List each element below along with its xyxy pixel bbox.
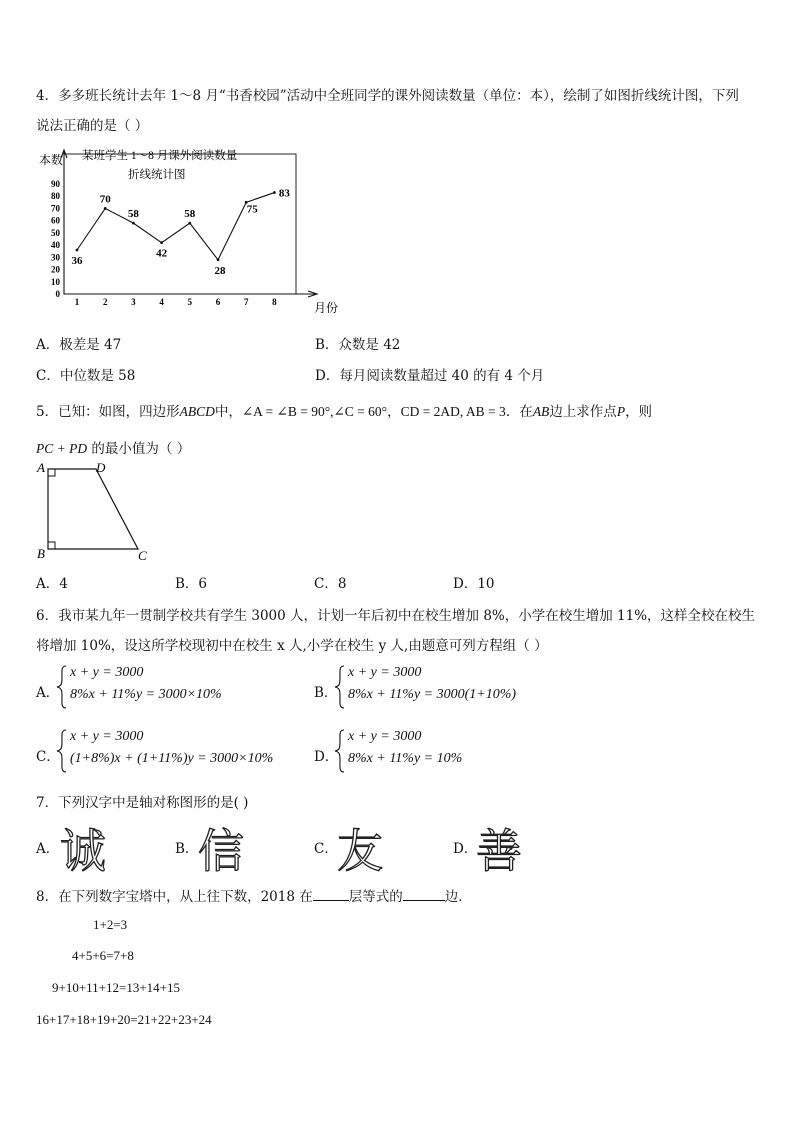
brace-icon (334, 665, 346, 709)
vertex-label-c: C (138, 548, 147, 563)
q6-option-a-label: A． (36, 685, 60, 701)
q5-stem-end: 的最小值为（ ） (91, 441, 191, 457)
q7-option-c-label: C． (314, 841, 338, 857)
q5-option-c: C．8 (314, 576, 347, 592)
q8-stem-a: 8．在下列数字宝塔中，从上往下数，2018 在 (36, 889, 313, 905)
q5-ab: AB (532, 404, 550, 419)
brace-icon (56, 729, 68, 773)
x-tick-label: 3 (131, 297, 136, 307)
data-label: 58 (127, 208, 139, 221)
q6-option-b-label: B． (314, 685, 338, 701)
q5-mid1: 中， (214, 404, 242, 420)
q5-stem-line2 (36, 437, 190, 457)
x-tick-label: 4 (159, 297, 164, 307)
right-angle-mark-a (48, 469, 55, 476)
q7-option-b-label: B． (175, 841, 199, 857)
q6-option-c-label: C． (36, 749, 60, 765)
q6-b-eq1: x + y = 3000 (348, 665, 422, 680)
q4-option-c: C．中位数是 58 (36, 368, 136, 384)
y-tick-label: 80 (51, 191, 60, 202)
q5-p: P (616, 404, 626, 419)
data-label: 58 (184, 208, 196, 221)
q5-option-b: B．6 (175, 576, 208, 592)
q5-abcd: ABCD (179, 404, 215, 419)
q7-option-a-label: A． (36, 841, 60, 857)
q5-mid2: ．在 (505, 404, 533, 420)
data-point (188, 222, 191, 225)
brace-icon (334, 729, 346, 773)
q4-stem-line2: 说法正确的是（ ） (36, 118, 149, 134)
q5-prefix: 5．已知：如图，四边形 (36, 404, 180, 420)
vertex-label-b: B (37, 546, 45, 561)
right-angle-mark-b (48, 542, 55, 549)
q6-c-eq2: (1+8%)x + (1+11%)y = 3000×10% (70, 751, 274, 766)
q5-option-d: D．10 (453, 576, 495, 592)
q6-d-eq2: 8%x + 11%y = 10% (348, 751, 463, 766)
x-tick-label: 7 (243, 297, 249, 307)
q8-blank-layer (313, 888, 349, 901)
q4-stem-line1: 4．多多班长统计去年 1～8 月“书香校园”活动中全班同学的课外阅读数量（单位：本），绘制了如图折线统计图，下列 (36, 88, 739, 104)
data-label: 36 (71, 255, 83, 267)
data-label: 42 (156, 247, 168, 260)
data-label: 75 (246, 203, 258, 216)
quadrilateral-figure (34, 460, 164, 566)
q5-condition: CD = 2AD, AB = 3 (400, 404, 506, 419)
vertex-label-d: D (96, 460, 106, 475)
q6-d-eq1: x + y = 3000 (348, 729, 422, 744)
chart-subtitle: 折线统计图 (128, 169, 186, 181)
y-tick-label: 70 (51, 203, 60, 214)
q8-stem-c: 边． (444, 889, 472, 905)
y-tick-label: 0 (55, 289, 60, 299)
y-tick-label: 90 (51, 179, 60, 189)
q5-angles: ∠A = ∠B = 90°,∠C = 60° (241, 404, 388, 419)
y-tick-label: 60 (51, 215, 60, 226)
x-tick-label: 8 (272, 297, 277, 307)
x-tick-label: 1 (74, 297, 80, 307)
q5-mid3: 边上求作点 (549, 404, 617, 420)
q8-stem (36, 885, 472, 905)
quadrilateral-abcd (48, 469, 138, 549)
data-label: 28 (214, 264, 226, 277)
q6-b-eq2: 8%x + 11%y = 3000(1+10%) (348, 687, 517, 702)
q4-option-d: D．每月阅读数量超过 40 的有 4 个月 (315, 368, 545, 384)
line-chart (30, 146, 339, 318)
q6-stem-line2: 将增加 10%，设这所学校现初中在校生 x 人,小学在校生 y 人,由题意可列方程组（ ） (36, 638, 548, 654)
x-tick-label: 6 (215, 297, 221, 307)
x-tick-label: 2 (102, 297, 108, 307)
y-tick-label: 40 (51, 240, 60, 251)
data-point (217, 258, 220, 261)
q8-stem-b: 层等式的 (348, 889, 403, 905)
data-point (273, 191, 276, 194)
brace-icon (56, 665, 68, 709)
q7-option-d-label: D． (453, 841, 478, 857)
q5-stem-line1 (36, 400, 652, 420)
q4-option-a: A．极差是 47 (36, 337, 122, 353)
q6-stem-line1: 6．我市某九年一贯制学校共有学生 3000 人，计划一年后初中在校生增加 8%，小学在校生增加 11%，这样全校在校生 (36, 608, 756, 624)
chart-title: 某班学生 1～8 月课外阅读数量 (82, 150, 238, 162)
y-tick-label: 20 (51, 264, 60, 275)
q7-option-d-char: 善 (476, 824, 522, 878)
data-point (104, 207, 107, 210)
q5-option-a: A．4 (36, 576, 68, 592)
pyramid-row-1: 1+2=3 (93, 917, 128, 932)
y-tick-label: 30 (51, 252, 60, 263)
x-axis-label: 月份 (314, 301, 339, 315)
q7-option-b-char: 信 (198, 824, 244, 878)
y-tick-label: 50 (51, 227, 60, 238)
vertex-label-a: A (37, 460, 45, 475)
data-label: 83 (278, 187, 290, 200)
q7-option-c-char: 友 (337, 824, 383, 878)
x-tick-label: 5 (187, 297, 193, 307)
q7-option-a-char: 诚 (60, 824, 106, 878)
q5-end: ，则 (625, 404, 653, 420)
q6-a-eq2: 8%x + 11%y = 3000×10% (70, 687, 222, 702)
q7-stem: 7．下列汉字中是轴对称图形的是( ) (36, 795, 249, 811)
data-point (76, 249, 79, 252)
q6-option-d-label: D． (314, 749, 339, 765)
q5-pc-pd: PC + PD (36, 441, 88, 456)
pyramid-row-3: 9+10+11+12=13+14+15 (52, 980, 181, 995)
q8-blank-side (403, 888, 445, 901)
q6-a-eq1: x + y = 3000 (70, 665, 144, 680)
y-axis-label: 本数 (39, 153, 64, 167)
data-label: 70 (99, 193, 111, 206)
data-point (132, 222, 135, 225)
q6-c-eq1: x + y = 3000 (70, 729, 144, 744)
pyramid-row-2: 4+5+6=7+8 (72, 948, 134, 963)
q5-sep: ， (387, 404, 401, 420)
pyramid-row-4: 16+17+18+19+20=21+22+23+24 (36, 1012, 212, 1027)
data-point (160, 241, 163, 244)
q4-option-b: B．众数是 42 (315, 337, 401, 353)
y-tick-label: 10 (51, 276, 60, 287)
